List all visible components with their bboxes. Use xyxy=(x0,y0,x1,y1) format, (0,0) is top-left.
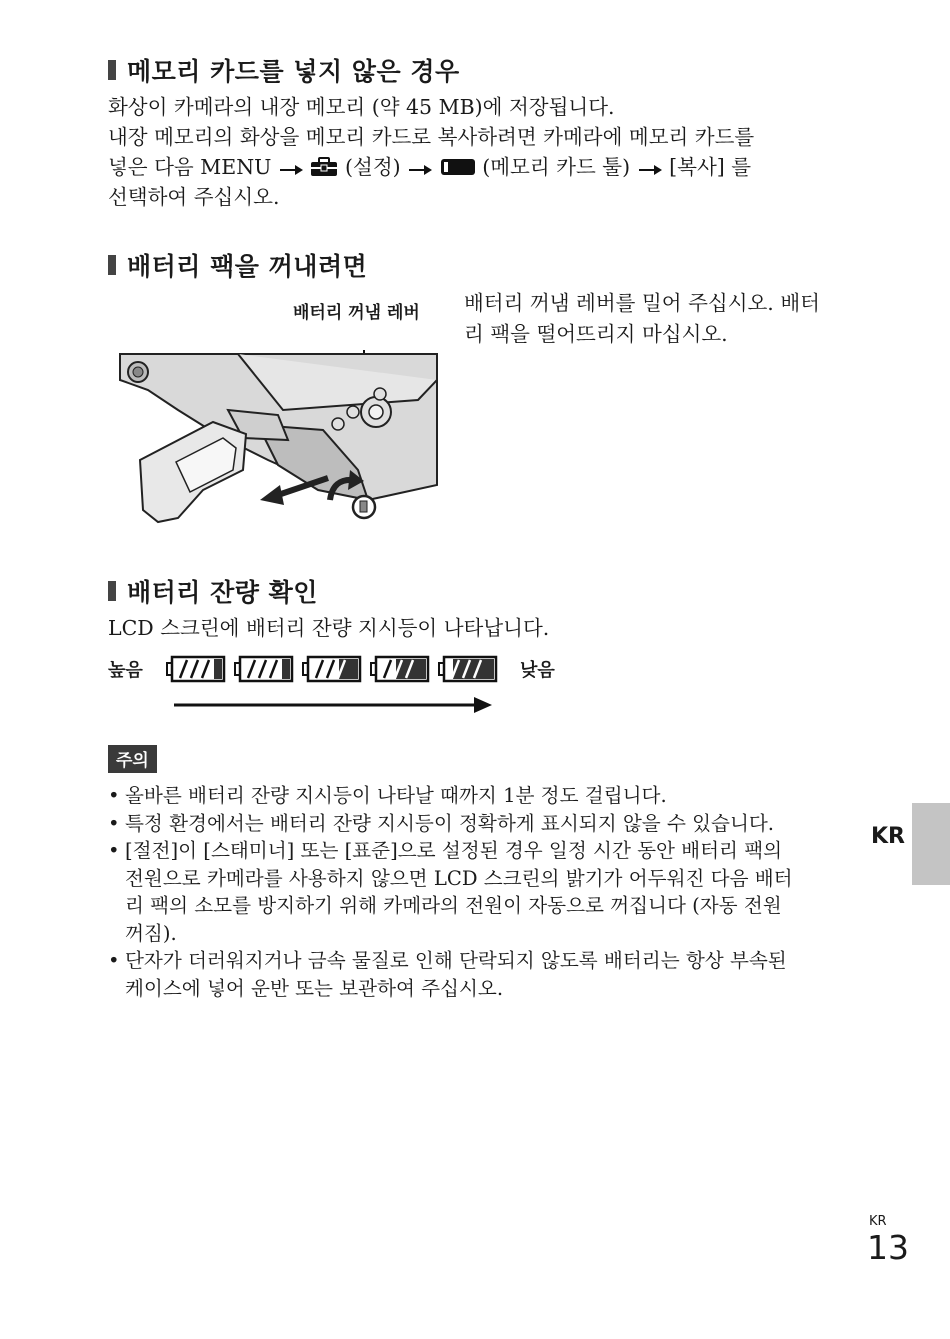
high-label: 높음 xyxy=(108,660,143,681)
note-bullet-line: • 올바른 배터리 잔량 지시등이 나타날 때까지 1분 정도 걸립니다. xyxy=(125,784,667,807)
heading-text: 배터리 팩을 꺼내려면 xyxy=(127,252,368,281)
note-bullet-line: • 특정 환경에서는 배터리 잔량 지시등이 정확하게 표시되지 않을 수 있습니다. xyxy=(125,811,775,835)
menu-step-setup: (설정) xyxy=(345,155,401,179)
center-button xyxy=(369,405,383,419)
intro-line: LCD 스크린에 배터리 잔량 지시등이 나타납니다. xyxy=(108,616,550,640)
note-bullet xyxy=(108,947,868,1002)
page-number: 13 xyxy=(867,1228,909,1267)
menu-step-text: 넣은 다음 MENU xyxy=(108,155,272,179)
battery-lever-tab xyxy=(360,501,367,512)
small-button xyxy=(347,406,359,418)
arrow-head xyxy=(474,697,492,713)
language-side-label: KR xyxy=(871,824,905,849)
battery-icon-row xyxy=(166,655,506,683)
note-bullet-line: 리 팩의 소모를 방지하기 위해 카메라의 전원이 자동으로 꺼집니다 (자동 전원 xyxy=(125,894,782,917)
battery-level-icon xyxy=(370,655,430,683)
footer-language: KR xyxy=(869,1214,887,1229)
battery-fill xyxy=(282,659,290,679)
removal-arrow-head xyxy=(260,485,284,505)
heading-marker xyxy=(108,581,116,601)
right-arrow-icon xyxy=(407,163,433,177)
battery-level-icon xyxy=(438,655,498,683)
small-button xyxy=(374,388,386,400)
heading-text: 메모리 카드를 넣지 않은 경우 xyxy=(127,57,460,86)
instruction-line: 배터리 꺼냄 레버를 밀어 주십시오. 배터 xyxy=(464,291,820,315)
low-label: 낮음 xyxy=(520,660,555,681)
battery-level-icon xyxy=(234,655,294,683)
memory-card-icon xyxy=(440,157,476,177)
right-arrow-icon xyxy=(637,163,663,177)
high-to-low-arrow xyxy=(174,696,496,716)
note-badge: 주의 xyxy=(108,745,157,773)
note-bullet xyxy=(108,837,868,947)
paragraph-line: 내장 메모리의 화상을 메모리 카드로 복사하려면 카메라에 메모리 카드를 xyxy=(108,125,755,149)
battery-level-icon xyxy=(166,655,226,683)
note-bullet-line: • [절전]이 [스태미너] 또는 [표준]으로 설정된 경우 일정 시간 동안 배터리 팩의 xyxy=(125,839,783,862)
instruction-line: 리 팩을 떨어뜨리지 마십시오. xyxy=(464,322,728,346)
note-bullet-list xyxy=(108,782,868,1002)
battery-fill xyxy=(214,659,222,679)
note-bullet-line: 케이스에 넣어 운반 또는 보관하여 주십시오. xyxy=(125,976,504,1000)
note-bullet xyxy=(108,782,868,810)
small-button xyxy=(332,418,344,430)
battery-level-scale xyxy=(108,655,555,683)
paragraph-line: 선택하여 주십시오. xyxy=(108,185,280,209)
note-bullet-line: • 단자가 더러워지거나 금속 물질로 인해 단락되지 않도록 배터리는 항상 부속된 xyxy=(125,949,787,972)
menu-step-card-tool: (메모리 카드 툴) xyxy=(482,155,631,179)
menu-step-copy: [복사] 를 xyxy=(669,155,752,179)
right-arrow-icon xyxy=(278,163,304,177)
heading-text: 배터리 잔량 확인 xyxy=(127,578,318,607)
heading-marker xyxy=(108,255,116,275)
note-bullet xyxy=(108,810,868,838)
section-heading-no-memory-card xyxy=(108,52,460,88)
note-bullet-line: 꺼짐). xyxy=(125,921,177,945)
tripod-socket-inner xyxy=(133,367,143,377)
menu-path-line xyxy=(108,152,754,182)
battery-lever-label: 배터리 꺼냄 레버 xyxy=(293,303,420,323)
section-heading-battery-level xyxy=(108,573,318,609)
battery-level-intro xyxy=(108,613,549,643)
no-memory-card-paragraph xyxy=(108,92,754,212)
camera-battery-illustration xyxy=(118,350,440,525)
note-bullet-line: 전원으로 카메라를 사용하지 않으면 LCD 스크린의 밝기가 어두워진 다음 배터 xyxy=(125,866,793,890)
paragraph-line: 화상이 카메라의 내장 메모리 (약 45 MB)에 저장됩니다. xyxy=(108,95,615,119)
toolbox-icon xyxy=(310,157,338,177)
section-heading-remove-battery xyxy=(108,247,367,283)
language-side-tab xyxy=(912,803,950,885)
heading-marker xyxy=(108,60,116,80)
battery-level-icon xyxy=(302,655,362,683)
remove-battery-instructions xyxy=(464,288,820,350)
